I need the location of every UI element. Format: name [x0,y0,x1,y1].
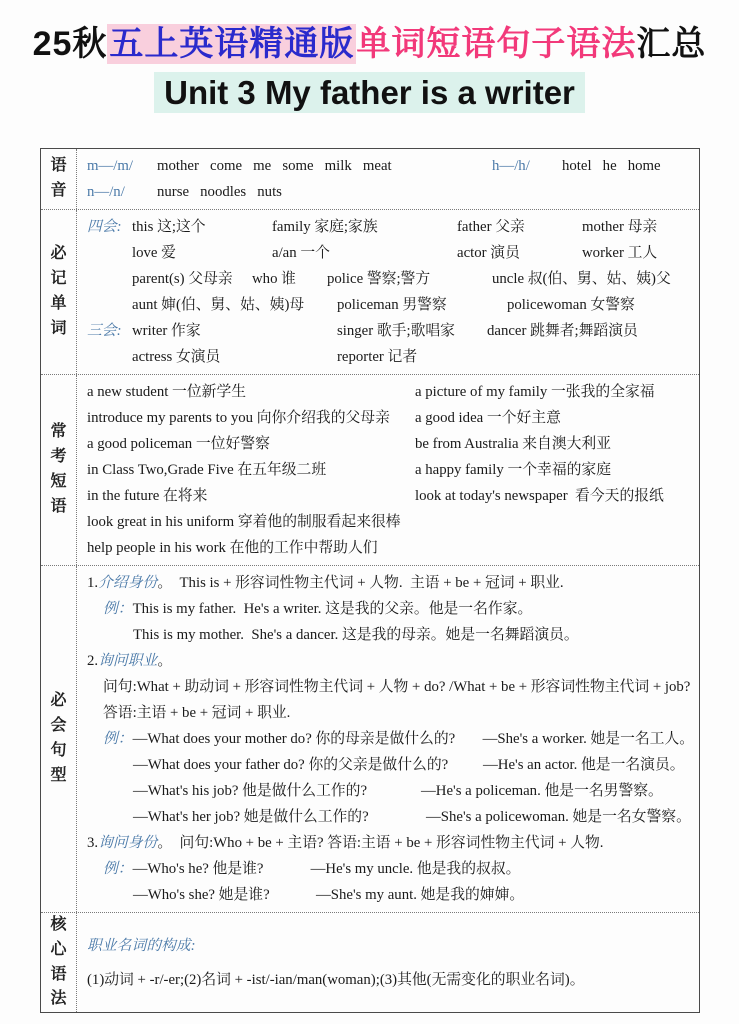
text-segment: —He's a policeman. 他是一名男警察。 [421,783,663,799]
words-content [77,210,699,374]
grammar-content [77,913,699,1012]
row-label-text: 必记单词 [50,245,67,337]
text-line [87,882,695,908]
text-segment: a new student 一位新学生 [87,384,247,400]
row-sentences [41,566,699,913]
text-segment: hotel he home [562,158,661,174]
text-segment: love 爱 [132,245,176,261]
text-segment: reporter 记者 [337,349,418,365]
text-segment: help people in his work 在他的工作中帮助人们 [87,540,378,556]
text-segment: —He's my uncle. 他是我的叔叔。 [310,861,521,877]
unit-subtitle [0,73,739,113]
text-segment: m—/m/ [87,158,134,174]
text-segment: 四会: [87,219,122,235]
text-segment: father 父亲 [457,219,525,235]
text-segment: nurse noodles nuts [157,184,282,200]
text-line [87,483,695,509]
text-segment: mother 母亲 [582,219,658,235]
text-segment: 询问职业 [98,653,158,669]
text-segment: singer 歌手;歌唱家 [337,323,455,339]
text-segment: writer 作家 [132,323,201,339]
text-segment: 职业名词的构成: [87,937,196,954]
text-segment: h—/h/ [492,158,530,174]
text-line [87,379,695,405]
text-segment: who 谁 [252,271,296,287]
text-line [87,214,695,240]
text-segment: —He's an actor. 他是一名演员。 [483,757,685,773]
text-segment: a good idea 一个好主意 [415,410,561,426]
text-segment: parent(s) 父母亲 [132,271,233,287]
row-label-grammar [41,913,77,1012]
text-line [87,570,695,596]
text-segment: —Who's she? 她是谁? [133,887,270,903]
title-edition-highlight: 五上英语精通版 [109,25,355,63]
row-label-text: 常考短语 [50,423,67,515]
text-segment: —Who's he? 他是谁? [132,861,264,877]
text-segment: mother come me some milk meat [157,158,392,174]
text-segment: actress 女演员 [132,349,221,365]
text-segment: 答语:主语 + be + 冠词 + 职业. [103,705,291,721]
text-segment: 。 [157,835,180,851]
text-line [87,509,695,535]
text-segment: —What does your father do? 你的父亲是做什么的? [133,757,449,773]
text-segment: 例： [103,601,133,617]
text-segment: uncle 叔(伯、舅、姑、姨)父 [492,271,671,287]
text-line [87,318,695,344]
unit-subtitle-text: Unit 3 My father is a writer [154,72,585,113]
text-segment: be from Australia 来自澳大利亚 [415,436,612,452]
text-segment: —What does your mother do? 你的母亲是做什么的? [132,731,456,747]
text-line [87,292,695,318]
text-segment: aunt 婶(伯、舅、姑、姨)母 [132,297,305,313]
phrases-content [77,375,699,565]
text-segment: look great in his uniform 穿着他的制服看起来很棒 [87,514,401,530]
text-line [87,648,695,674]
title-topics: 单词短语句子语法 [356,25,637,63]
text-segment: look at today's newspaper 看今天的报纸 [415,488,664,504]
text-segment: worker 工人 [582,245,658,261]
row-label-phrases [41,375,77,565]
text-segment: 2. [87,653,99,669]
text-segment: 3. [87,835,99,851]
text-line [87,726,695,752]
row-label-phonetics [41,149,77,209]
text-segment: family 家庭;家族 [272,219,378,235]
row-phonetics [41,149,699,210]
row-label-sentences [41,566,77,912]
text-line [87,963,695,997]
text-segment: policewoman 女警察 [507,297,635,313]
text-segment: This is + 形容词性物主代词 + 人物. 主语 + be + 冠词 + 职业. [179,575,564,591]
row-label-text: 语音 [50,157,67,199]
text-line [87,153,695,179]
text-segment: introduce my parents to you 向你介绍我的父母亲 [87,410,390,426]
text-line [87,622,695,648]
text-segment: This is my father. He's a writer. 这是我的父亲。他是一名作家。 [132,601,533,617]
text-line [87,778,695,804]
text-line [87,752,695,778]
text-segment: 例： [103,861,133,877]
text-segment: 。 [157,653,173,669]
text-segment: a picture of my family 一张我的全家福 [415,384,655,400]
text-segment: 问句:Who + be + 主语? 答语:主语 + be + 形容词性物主代词 + 人物. [179,835,604,851]
text-segment: 三会: [87,323,122,339]
summary-table [40,148,700,1013]
text-segment: actor 演员 [457,245,520,261]
text-segment: policeman 男警察 [337,297,447,313]
text-line [87,674,695,700]
text-line [87,830,695,856]
text-line [87,535,695,561]
phonetics-content [77,149,699,209]
text-segment: This is my mother. She's a dancer. 这是我的母亲。她是一名舞蹈演员。 [133,627,579,643]
text-segment: a happy family 一个幸福的家庭 [415,462,612,478]
text-segment: 询问身份 [98,835,158,851]
text-segment: —She's my aunt. 她是我的婶婶。 [316,887,525,903]
text-line [87,804,695,830]
row-words [41,210,699,375]
text-line [87,179,695,205]
text-line [87,240,695,266]
text-segment: 例： [103,731,133,747]
text-line [87,929,695,963]
text-segment: (1)动词 + -r/-er;(2)名词 + -ist/-ian/man(woman);(3)其他(无需变化的职业名词)。 [87,971,585,988]
text-segment: in Class Two,Grade Five 在五年级二班 [87,462,327,478]
text-segment: this 这;这个 [132,219,206,235]
text-line [87,596,695,622]
row-label-text: 必会句型 [50,692,67,784]
text-line [87,266,695,292]
text-line [87,457,695,483]
text-segment: 1. [87,575,99,591]
sentences-content [77,566,699,912]
row-phrases [41,375,699,566]
row-label-text: 核心语法 [50,916,67,1008]
text-segment: dancer 跳舞者;舞蹈演员 [487,323,638,339]
text-segment: a/an 一个 [272,245,330,261]
text-segment: —What's her job? 她是做什么工作的? [133,809,369,825]
text-segment: police 警察;警方 [327,271,431,287]
text-line [87,344,695,370]
text-line [87,856,695,882]
text-segment: 。 [157,575,180,591]
page-header [0,0,739,112]
text-segment: a good policeman 一位好警察 [87,436,270,452]
text-line [87,700,695,726]
text-segment: 问句:What + 助动词 + 形容词性物主代词 + 人物 + do? /What + be + 形容词性物主代词 + job? [103,679,691,695]
text-segment: n—/n/ [87,184,125,200]
text-segment: —She's a worker. 她是一名工人。 [482,731,695,747]
text-line [87,405,695,431]
title-term: 25秋 [32,25,108,63]
text-segment: in the future 在将来 [87,488,208,504]
row-grammar [41,913,699,1012]
text-segment: 介绍身份 [98,575,158,591]
row-label-words [41,210,77,374]
title-summary-word: 汇总 [636,25,707,63]
text-line [87,431,695,457]
text-segment: —She's a policewoman. 她是一名女警察。 [426,809,691,825]
text-segment: —What's his job? 他是做什么工作的? [133,783,368,799]
page-title [0,24,739,65]
